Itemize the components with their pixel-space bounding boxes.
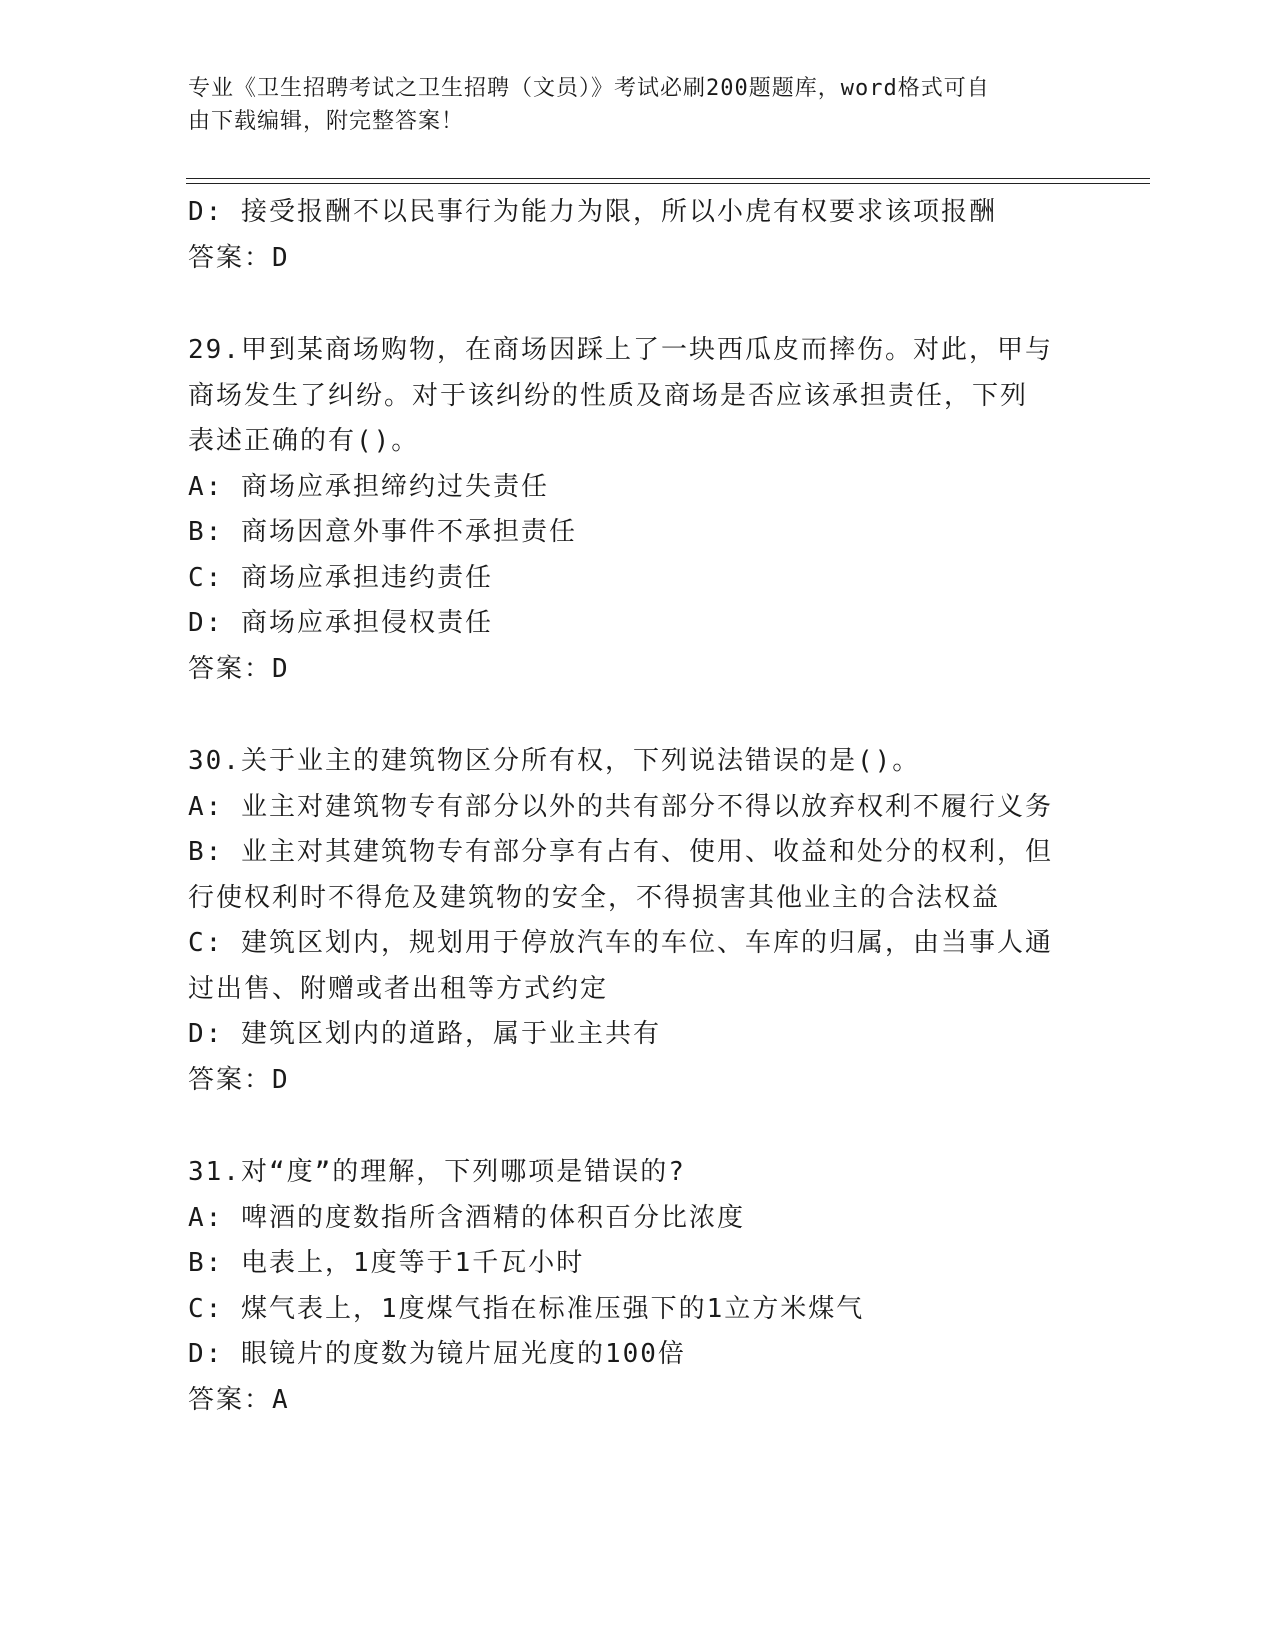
header-divider-top — [186, 178, 1150, 179]
spacer — [188, 692, 1088, 739]
option-b: B: 商场因意外事件不承担责任 — [188, 517, 577, 547]
header-divider-bottom — [186, 183, 1150, 184]
prev-question-answer: 答案：D — [188, 242, 290, 273]
option-a: A: 商场应承担缔约过失责任 — [188, 471, 549, 502]
option-b-continued: 行使权利时不得危及建筑物的安全，不得损害其他业主的合法权益 — [188, 882, 1001, 913]
question-stem-line: 29.甲到某商场购物，在商场因踩上了一块西瓜皮而摔伤。对此，甲与 — [188, 335, 1053, 365]
question-content — [188, 190, 1088, 1423]
header-title-line-2: 由下载编辑，附完整答案！ — [188, 109, 465, 134]
spacer — [188, 281, 1088, 328]
option-c: C: 煤气表上，1度煤气指在标准压强下的1立方米煤气 — [188, 1293, 865, 1324]
answer: 答案：D — [188, 653, 290, 684]
header-title-line-1: 专业《卫生招聘考试之卫生招聘（文员）》考试必刷200题题库，word格式可自 — [188, 76, 990, 101]
option-c: C: 建筑区划内，规划用于停放汽车的车位、车库的归属，由当事人通 — [188, 928, 1053, 958]
option-b: B: 业主对其建筑物专有部分享有占有、使用、收益和处分的权利，但 — [188, 837, 1053, 867]
option-b: B: 电表上，1度等于1千瓦小时 — [188, 1248, 585, 1278]
document-header — [188, 72, 1068, 138]
prev-question-option-d: D: 接受报酬不以民事行为能力为限，所以小虎有权要求该项报酬 — [188, 197, 997, 227]
option-d: D: 建筑区划内的道路，属于业主共有 — [188, 1019, 661, 1049]
spacer — [188, 1103, 1088, 1150]
answer: 答案：D — [188, 1064, 290, 1095]
question-stem-line: 31.对“度”的理解，下列哪项是错误的? — [188, 1157, 686, 1187]
option-d: D: 眼镜片的度数为镜片屈光度的100倍 — [188, 1339, 686, 1369]
question-29 — [188, 328, 1088, 692]
question-stem-line: 表述正确的有()。 — [188, 426, 420, 456]
answer: 答案：A — [188, 1384, 290, 1415]
question-stem-line: 商场发生了纠纷。对于该纠纷的性质及商场是否应该承担责任，下列 — [188, 380, 1029, 411]
question-31 — [188, 1150, 1088, 1423]
option-d: D: 商场应承担侵权责任 — [188, 608, 493, 638]
question-30 — [188, 739, 1088, 1103]
option-a: A: 啤酒的度数指所含酒精的体积百分比浓度 — [188, 1202, 745, 1233]
option-c: C: 商场应承担违约责任 — [188, 562, 493, 593]
option-a: A: 业主对建筑物专有部分以外的共有部分不得以放弃权利不履行义务 — [188, 791, 1053, 822]
option-c-continued: 过出售、附赠或者出租等方式约定 — [188, 973, 609, 1004]
question-stem-line: 30.关于业主的建筑物区分所有权，下列说法错误的是()。 — [188, 746, 921, 776]
